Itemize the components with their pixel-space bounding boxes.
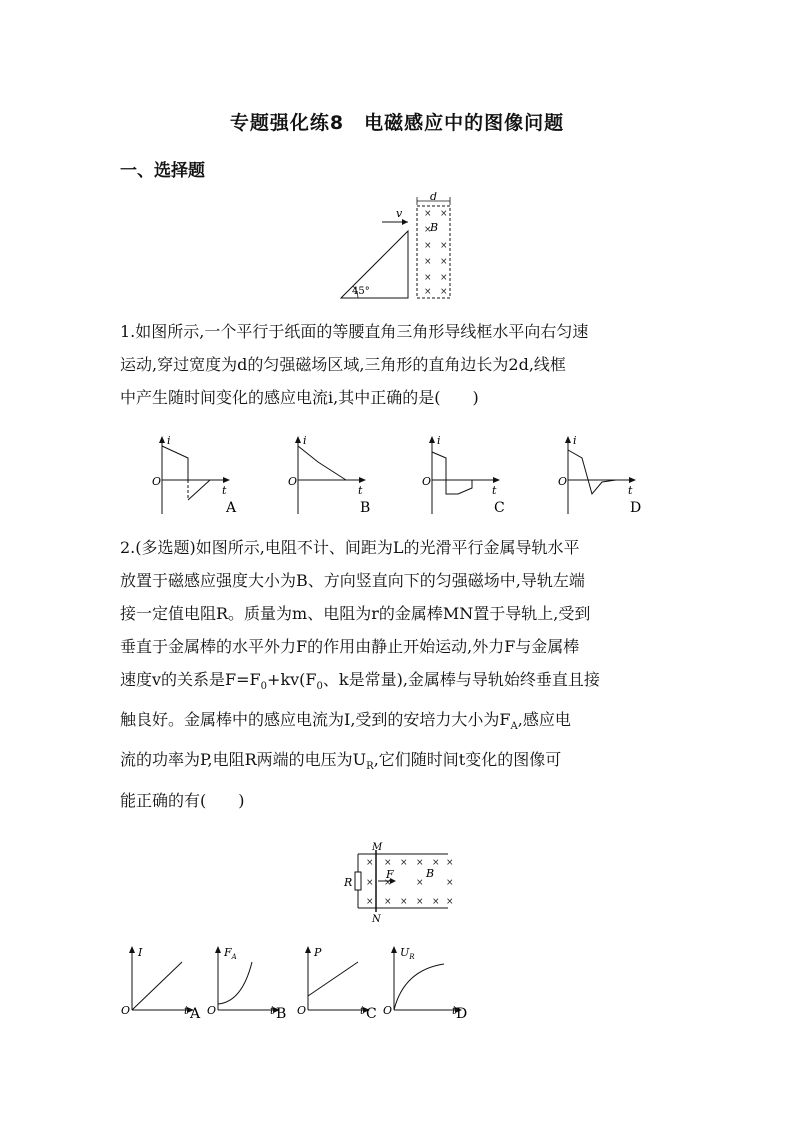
force-label: F — [386, 868, 394, 881]
field-cross: × — [424, 241, 432, 251]
q2-graph-c — [294, 940, 388, 1026]
q1-graph-b — [276, 432, 386, 518]
svg-text:O: O — [297, 1004, 307, 1017]
field-cross: × — [446, 878, 454, 888]
q1-line: 中产生随时间变化的感应电流i,其中正确的是( ) — [120, 388, 479, 407]
question-1-text — [120, 315, 680, 414]
q2-line: 流的功率为P,电阻R两端的电压为$U_R$,它们随时间t变化的图像可 — [120, 750, 562, 773]
svg-text:i: i — [303, 434, 307, 447]
q2-line: 垂直于金属棒的水平外力F的作用由静止开始运动,外力F与金属棒 — [120, 637, 580, 656]
field-cross: × — [440, 241, 448, 251]
option-label-a: A — [226, 500, 237, 516]
field-label: B — [430, 221, 439, 234]
svg-text:FA: $F_A$ — [224, 946, 237, 961]
q2-graph-b — [204, 940, 298, 1026]
field-cross: × — [432, 897, 440, 907]
q1-line: 1.如图所示,一个平行于纸面的等腰直角三角形导线框水平向右匀速 — [120, 322, 589, 341]
field-cross: × — [416, 858, 424, 868]
svg-text:O: O — [422, 475, 432, 488]
field-cross: × — [366, 897, 374, 907]
q2-circuit-figure — [340, 838, 460, 924]
q1-line: 运动,穿过宽度为d的匀强磁场区域,三角形的直角边长为2d,线框 — [120, 355, 566, 374]
field-cross: × — [366, 878, 374, 888]
section-heading: 一、选择题 — [120, 161, 205, 181]
svg-text:N: N — [372, 914, 381, 924]
angle-label: 45° — [352, 286, 370, 297]
svg-text:O: O — [121, 1004, 131, 1017]
q2-graph-d — [380, 940, 476, 1026]
field-label: B — [426, 867, 435, 880]
svg-text:i: i — [573, 434, 577, 447]
svg-text:t: t — [222, 484, 227, 497]
option-label-d: D — [456, 1006, 468, 1022]
q2-line: 速度v的关系是$F=F_0+kv(F_0$、k是常量),金属棒与导轨始终垂直且接 — [120, 670, 600, 693]
svg-text:t: t — [358, 484, 363, 497]
q2-line: 2.(多选题)如图所示,电阻不计、间距为L的光滑平行金属导轨水平 — [120, 538, 580, 557]
field-region — [417, 206, 450, 298]
field-cross: × — [446, 858, 454, 868]
field-cross: × — [440, 257, 448, 267]
option-label-b: B — [276, 1006, 287, 1022]
svg-text:t: t — [452, 1004, 457, 1017]
q1-figure — [330, 192, 460, 302]
svg-text:i: i — [437, 434, 441, 447]
option-label-a: A — [190, 1006, 201, 1022]
svg-text:t: t — [492, 484, 497, 497]
page-title: 专题强化练8 电磁感应中的图像问题 — [229, 112, 565, 134]
q2-line: 能正确的有( ) — [120, 790, 245, 810]
option-label-c: C — [366, 1006, 377, 1022]
field-cross: × — [424, 209, 432, 219]
svg-text:t: t — [360, 1004, 365, 1017]
field-cross: × — [384, 858, 392, 868]
q2-line: 触良好。金属棒中的感应电流为I,受到的安培力大小为$F_A$,感应电 — [120, 710, 571, 733]
q1-graph-d — [546, 432, 656, 518]
option-label-b: B — [360, 500, 371, 516]
q1-graph-c — [410, 432, 520, 518]
resistor — [355, 872, 361, 890]
svg-text:t: t — [184, 1004, 189, 1017]
option-label-c: C — [494, 500, 505, 516]
svg-text:O: O — [152, 475, 162, 488]
field-cross: × — [384, 878, 392, 888]
field-cross: × — [400, 858, 408, 868]
svg-text:O: O — [558, 475, 568, 488]
field-cross: × — [416, 878, 424, 888]
q2-line: 接一定值电阻R。质量为m、电阻为r的金属棒MN置于导轨上,受到 — [120, 604, 591, 623]
option-label-d: D — [630, 500, 642, 516]
field-cross: × — [424, 225, 432, 235]
width-label: d — [430, 192, 438, 203]
field-cross: × — [384, 897, 392, 907]
field-cross: × — [440, 209, 448, 219]
svg-text:t: t — [270, 1004, 275, 1017]
svg-text:i: i — [167, 434, 171, 447]
field-cross: × — [424, 287, 432, 297]
svg-text:O: O — [288, 475, 298, 488]
svg-text:UR: $U_R$ — [400, 946, 415, 961]
svg-text:I: I — [138, 946, 143, 959]
q1-graph-a — [140, 432, 250, 518]
field-cross: × — [446, 897, 454, 907]
q2-line: 放置于磁感应强度大小为B、方向竖直向下的匀强磁场中,导轨左端 — [120, 571, 585, 590]
velocity-label: v — [396, 207, 403, 220]
svg-text:t: t — [628, 484, 633, 497]
question-2-text — [120, 531, 680, 817]
field-cross: × — [432, 858, 440, 868]
svg-text:O: O — [383, 1004, 393, 1017]
resistor-label: R — [344, 876, 353, 889]
svg-text:M: M — [372, 842, 383, 853]
svg-text:P: P — [314, 946, 322, 959]
field-cross: × — [440, 273, 448, 283]
field-cross: × — [400, 897, 408, 907]
field-cross: × — [440, 287, 448, 297]
field-cross: × — [424, 257, 432, 267]
field-cross: × — [416, 897, 424, 907]
q2-graph-a — [118, 940, 210, 1026]
field-cross: × — [366, 858, 374, 868]
field-cross: × — [424, 273, 432, 283]
svg-text:O: O — [207, 1004, 217, 1017]
